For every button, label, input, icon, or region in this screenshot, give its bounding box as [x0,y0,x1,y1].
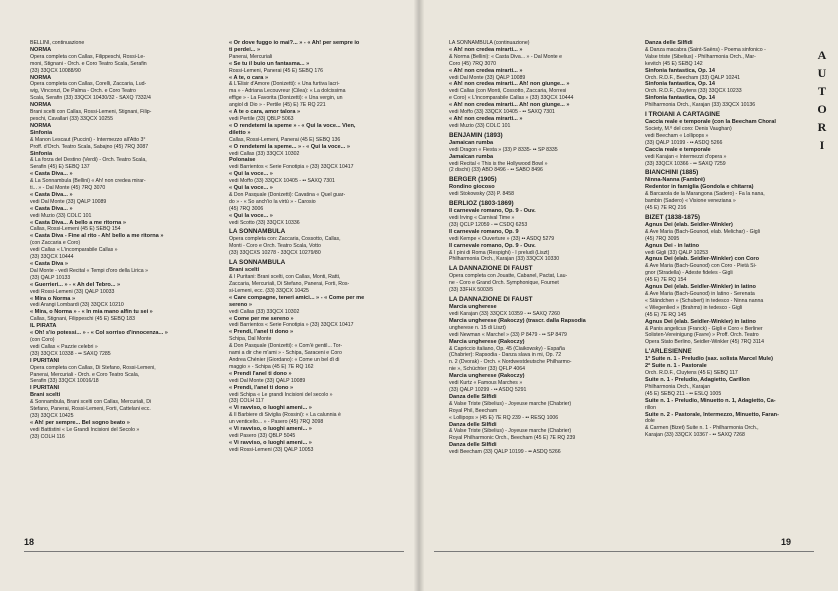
entry-line: ungherese n. 15 di Liszt) [449,324,506,331]
entry-line: Society, M.º del coro: Denis Vaughan) [645,125,732,132]
entry-line: (con Coro) [30,336,55,343]
entry-title: Sinfonia fantastica, Op. 14 [645,81,715,88]
entry-line: & I Puritani: Brani scelti, con Callas, Monti, Ratti, [229,274,341,281]
entry-line: & Valse Triste (Sibelius) - Joyeuse marche (Chabrier) [449,428,572,435]
entry-line: ne - Coro e Grand Orch. Symphonique, Fournet [449,280,559,287]
entry-title: Jamaican rumba [449,153,494,160]
entry-line: Schipa, Dal Monte [229,336,272,343]
entry-line: & Panis angelicus (Franck) - Gigli e Coro « Berliner [645,325,763,332]
entry-line: vedi Karajan (33) 33QCX 10359 - •• SAXQ 7260 [449,311,560,317]
entry-line: Callas, Rossi-Lemeni (45 E) SEBQ 154 [30,226,121,233]
entry-title: Suite n. 2 - Pastorale, Intermezzo, Minuetto, Faran- [645,411,779,418]
entry-line: vedi Callas (33) 33QCX 10302 [229,308,300,315]
side-tab-letter: T [817,84,826,98]
entry-title: Marcia ungherese [449,304,497,311]
entry-title: Danza delle Silfidi [449,421,497,428]
entry-line: Stefano, Panerai, Rossi-Lemeni, Forti, Cattelani ecc. [30,406,151,413]
left-page-column-1 [30,40,220,441]
entry-title: Agnus Dei (elab. Seidler-Winkler) in latino [645,318,756,325]
entry-title: 2ª Suite n. 1 - Pastorale [645,363,707,370]
entry-line: & La Sonnambula (Bellini) « Ah! non credea mirar- [30,178,146,185]
entry-line: (33) COLH 116 [30,433,65,440]
entry-line: bambin (Sadero) « Visione veneziana » [645,198,736,205]
entry-line: vedi Stokowsky (33) P. 8458 [449,191,515,198]
entry-line: nami a dir che m'ami » - Schipa, Saraceni e Coro [229,350,342,357]
entry-line: & Don Pasquale (Donizetti): « Com'è gentil... Tor- [229,343,343,350]
entry-line: vedi Irving « Carnival Time » [449,215,515,222]
right-page [419,0,838,591]
entry-line: angiol di Dio » - Pertile (45) E) 7E RQ 221 [229,102,326,109]
entry-title: « Prendi l'anel ti dono » [229,370,292,377]
entry-line: Serafin (45) E) SEBQ 137 [30,164,90,171]
entry-title: « Ah! non credea mirarti... Ah! non giunge... » [449,102,570,109]
entry-line: vedi Callas (33) 33QCX 10302 [229,150,300,157]
entry-line: Philharmonia Orch., Karajan [645,383,711,390]
entry-line: & La forza del Destino (Verdi) - Orch. Teatro Scala, [30,157,147,164]
right-footer-rule [434,551,814,552]
entry-title: « Guerrieri... » - « Ah del Tebro... » [30,281,121,288]
entry-title: sereno » [229,301,253,308]
section-heading: BERLIOZ (1803-1869) [449,200,514,208]
entry-line: (33) QALP 10199 - •• ASDQ 5266 [645,139,723,146]
entry-title: « O rendetemi la speme » - « Qui la voce... Vien, [229,122,356,129]
side-tab-letter: U [817,66,827,80]
entry-line: (2 dischi) (33) ABO 8496 - •• SABO 8496 [449,167,543,174]
entry-line: Brani scelti con Callas, Rossi-Lemeni, Stignani, Filip- [30,109,152,116]
entry-line: (33) 33QCX 10338 - •• SAXQ 7285 [30,350,111,357]
section-heading: LA SONNAMBULA [229,259,286,267]
entry-line: & Sonnambula, Brani scelti con Callas, Mercuriali, Di [30,399,152,406]
entry-title: « Prendi, l'anel ti dono » [229,384,294,391]
entry-line: (33) COLH 117 [229,398,264,405]
entry-line: vedi Dal Monte (33) QALP 10089 [229,377,306,384]
entry-title: Agnus Dei (elab. Seidler-Winkler) con Coro [645,256,760,263]
entry-line: dole [645,418,655,425]
entry-line: vedi Pertile (33) QBLP 5063 [229,115,294,122]
entry-title: « Mira, o Norma » - « In mia mano alfin tu sei » [30,309,153,316]
entry-line: LA SONNAMBULA (continuazione) [449,40,530,46]
entry-line: vedi Kurtz « Famous Marches » [449,380,523,387]
entry-line: (33) QALP 10299 - •• ASDQ 5291 [449,386,527,393]
entry-line: vedi Battistini « Le Grandi Incisioni del Secolo » [30,426,140,433]
entry-line: (33) QALP 10133 [30,274,71,281]
side-tab-letter: O [817,102,827,116]
entry-line: (45) 7RQ 3006 [229,205,264,212]
entry-title: Marcia ungherese (Rakoczy) [449,373,525,380]
entry-title: I PURITANI [30,385,60,392]
entry-line: vedi Schipa « Le grandi Incisioni del secolo » [229,391,333,398]
entry-line: vedi Moffo (33) 33QCX 10405 - •• SAXQ 7301 [449,109,555,116]
entry-title: « A te o cara, amor talora » [229,109,301,116]
section-heading: BIZET (1838-1875) [645,213,701,221]
entry-title: Sinfonia fantastica, Op. 14 [645,67,715,74]
section-heading: L'ARLESIENNE [645,348,692,356]
entry-title: Marcia ungherese (Rakoczy) (trascr. dalla Rapsodia [449,317,586,324]
entry-line: Royal Philharmonic Orch., Beecham (45 E) 7E RQ 239 [449,435,576,442]
entry-title: Il carnevale romano, Op. 9 [449,228,519,235]
left-page-number: 18 [24,537,35,547]
entry-line: & Il Barbiere di Siviglia (Rossini): « La calunnia è [229,412,341,419]
entry-title: « Ah! non credea mirarti... » [449,67,523,74]
section-heading: LA SONNAMBULA [229,228,286,236]
entry-line: « Lollipops » (45 E) 7E RQ 239 - •• RESQ 1006 [449,414,559,421]
entry-line: Orch. R.D.F., Cluytens (45 E) SEBQ 117 [645,370,738,377]
entry-title: Rondino giocoso [449,184,495,191]
entry-line: Proff. d'Orch. Teatro Scala, Sabajno (45) 7RQ 3087 [30,143,149,150]
entry-title: Danza delle Silfidi [449,442,497,449]
entry-line: Opera completa con Callas, Filippeschi, Rossi-Le- [30,53,146,60]
entry-title: 1ª Suite n. 1 - Preludio (sax. solista Marcel Mule) [645,356,773,363]
entry-line: (Chabrier): Rapsodia - Danza slava in mi, Op. 72 [449,352,562,359]
entry-title: Il carnevale romano, Op. 9 - Ouv. [449,208,536,215]
entry-line: vedi Dal Monte (33) QALP 10089 [30,198,107,205]
entry-line: & Don Pasquale (Donizetti): Cavatina « Quel guar- [229,191,346,198]
entry-line: (33) 33QCX 10425 [30,412,74,419]
side-tab-autori [812,46,832,154]
entry-line: vedi Karajan « Intermezzi d'opera » [645,153,727,160]
entry-line: (45) 7RQ 3095 [645,235,680,242]
entry-line: (45 E) SEBQ 211 - •• ESLQ 1005 [645,390,722,397]
entry-line: vedi Barrientos « Serie Fonotipia » (33) 33QCX 10417 [229,164,354,171]
entry-line: (con Zaccaria e Coro) [30,240,81,247]
entry-title: NORMA [30,46,52,53]
side-tab-letter: R [817,120,827,134]
entry-title: IL PIRATA [30,323,57,330]
entry-title: « Come per me sereno » [229,315,294,322]
right-page-number: 19 [781,537,792,547]
entry-title: « Ah! non credea mirarti... » [449,115,523,122]
entry-line: (33) 33QCX 10366 - •• SAXQ 7259 [645,160,726,167]
entry-line: vedi Muzio (33) COLC 101 [30,212,92,219]
entry-line: (33) 33QCX 10088/90 [30,67,81,74]
entry-title: NORMA [30,122,52,129]
book-gutter [414,0,424,591]
entry-line: gnor (Stradella) - Adeste fideles - Gigli [645,270,733,277]
entry-line: vedi Pasero (33) QBLP 5045 [229,432,296,439]
entry-line: peschi, Cavallari (33) 33QCX 10255 [30,115,114,122]
entry-line: (45 E) 7E RQ 216 [645,205,687,212]
entry-line: vedi Beecham (33) QALP 10199 - •• ASDQ 5266 [449,449,561,456]
side-tab-letter: I [819,138,825,152]
entry-title: Suite n. 1 - Preludio, Minuetto n. 1, Adagietto, Ca- [645,397,776,404]
entry-line: Opera Stato Berlino, Seidler-Winkler (45) 7RQ 3114 [645,339,764,346]
entry-title: « Casta Diva » [30,261,68,267]
entry-line: Panerai, Mercuriali - Orch. e Coro Teatro Scala, [30,371,140,378]
entry-line: n. 2 (Dvorak) - Orch. « Nordwestdeutsche Philharmo- [449,359,572,366]
entry-title: Caccia reale e temporale (con la Beecham Choral [645,119,776,126]
entry-line: Andrea Chénier (Giordano): « Come un bel dì di [229,356,340,363]
entry-title: Jamaican rumba [449,139,494,146]
entry-title: « O rendetemi la speme... » - « Qui la voce... » [229,143,350,150]
entry-title: Sinfonia fantastica, Op. 14 [645,95,715,102]
entry-line: Dal Monte - vedi Recital « Tempi d'oro della Lirica » [30,267,148,274]
entry-line: Scala, Serafin (33) 33QCX 10430/32 - SAXQ 7332/4 [30,95,151,102]
entry-title: « Ah! non credea mirarti... » [449,46,523,53]
side-tab-letter: A [817,48,827,62]
entry-line: BELLINI, continuazione [30,40,85,46]
entry-line: & L'Elisir d'Amore (Donizetti): « Una furtiva lacri- [229,81,340,88]
entry-line: & Capriccio italiano, Op. 45 (Ciaikowsky) - España [449,345,565,352]
entry-line: (45 E) 7E RQ 145 [645,311,687,318]
entry-line: Opera completa con Jouatte, Cabanel, Pactat, Lau- [449,273,568,280]
entry-line: ti... » - Dal Monte (45) 7RQ 3070 [30,185,106,192]
entry-line: Orch. R.D.F., Cluytens (33) 33QCX 10233 [645,88,742,95]
entry-title: « Prendi, l'anel ti dono » [229,329,294,336]
entry-title: Il carnevale romano, Op. 9 - Ouv. [449,242,536,249]
left-page-column-2 [229,40,419,454]
entry-line: Philharmonia Orch., Karajan (33) 33QCX 10136 [645,102,756,109]
entry-title: Sinfonia [30,129,53,136]
section-heading: BERGER (1905) [449,176,497,184]
entry-title: ti perdei... » [229,46,261,53]
entry-title: NORMA [30,74,52,81]
entry-title: « Vi ravviso, o luoghi ameni... » [229,405,312,412]
entry-line: Valse triste (Sibelius) - Philharmonia Orch., Mar- [645,53,756,60]
section-heading: LA DANNAZIONE DI FAUST [449,265,533,273]
entry-title: Ninna-Nanna (Fambré) [645,177,705,184]
section-heading: BENJAMIN (1893) [449,131,503,139]
entry-line: un venticello... » - Pasero (45) 7RQ 3098 [229,419,324,426]
entry-line: Opera completa con Callas, Corelli, Zaccaria, Lud- [30,81,147,88]
entry-line: & Norma (Bellini): « Casta Diva... » - Dal Monte e [449,53,563,60]
entry-line: ma » - Adriana Lecouvreur (Cilea): « La dolcissima [229,88,346,95]
entry-line: Callas, Stignani, Filippeschi (45 E) SEBQ 183 [30,316,135,323]
entry-line: & Ave Maria (Bach-Gounod, elab. Melichar) - Gigli [645,228,760,235]
entry-line: Monti - Coro e Orch. Teatro Scala, Votto [229,243,321,250]
section-heading: I TROIANI A CARTAGINE [645,111,721,119]
entry-title: « Care compagne, teneri amici... » - « Come per me [229,294,365,301]
entry-line: Panerai, Mercuriali [229,53,273,60]
right-page-column-1 [449,40,639,456]
entry-title: « Or dove fuggo io mai?... » - « Ah! per sempre io [229,40,360,46]
entry-title: « Casta Diva... A bello a me ritorna » [30,219,126,226]
entry-title: « Se tu il buio un fantasma... » [229,60,310,67]
entry-title: Marcia ungherese (Rakoczy) [449,338,525,345]
entry-line: vedi Arangi Lombardi (33) 33QCX 10210 [30,302,124,309]
entry-line: « Wiegenlied » (Brahms) in tedesco - Gigli [645,304,743,311]
entry-line: rillon [645,404,656,411]
entry-line: & Barcarola de la Marangona (Sadero) - Fa la nana, [645,191,765,198]
entry-line: & Manon Lescaut (Puccini) - Intermezzo all'Atto 3° [30,136,146,143]
entry-line: maggio » - Schipa (45 E) 7E RQ 162 [229,363,314,370]
entry-title: Suite n. 1 - Preludio, Adagietto, Carillon [645,376,750,383]
entry-line: vedi Scotto (33) 33QCX 10336 [229,219,300,226]
section-heading: BIANCHINI (1885) [645,169,699,177]
entry-line: Orch. R.D.F., Beecham (33) QALP 10241 [645,74,741,81]
entry-line: Karajan (33) 33QCX 10367 - •• SAXQ 7268 [645,432,745,439]
entry-title: « Ah! per sempre... Bel sogno beato » [30,419,130,426]
entry-line: vedi Barrientos « Serie Fonotipia » (33) 33QCX 10417 [229,322,354,329]
entry-title: I PURITANI [30,357,60,364]
entry-title: Agnus Dei (elab. Seidler-Winkler) [645,221,733,228]
right-page-column-2 [645,40,835,439]
entry-line: « Ständchen » (Schubert) in tedesco - Ninna nanna [645,297,764,304]
entry-title: Danza delle Silfidi [645,40,693,46]
entry-line: Coro (45) 7RQ 3070 [449,60,496,67]
entry-line: vedi Kempe « Ouverture » (33) •• ASDQ 5279 [449,235,555,242]
entry-line: (33) 33FHX 5003/5 [449,287,494,294]
entry-title: Agnus Dei - in latino [645,242,700,249]
entry-line: vedi Callas « Pazzie celebri » [30,343,98,350]
entry-title: « Vi ravviso, o luoghi ameni... » [229,439,312,446]
entry-line: & Ave Maria (Bach-Gounod) con Coro - Pietà Si- [645,263,757,270]
entry-line: Serafin (33) 33QCX 10016/18 [30,378,99,385]
entry-line: vedi Dal Monte (33) QALP 10089 [449,74,526,81]
entry-line: vedi Newman « Marchel » (33) P 8479 - •• SP 8479 [449,331,567,338]
entry-title: « Qui la voce... » [229,185,273,192]
entry-title: « Casta Diva... » [30,171,73,178]
entry-line: vedi Rossi-Lemeni (33) QALP 10033 [30,288,115,295]
entry-line: Solisten-Vereinigung (Favre) » Proff. Orch. Teatro [645,332,759,339]
entry-line: Callas, Rossi-Lemeni, Panerai (45 E) SEBQ 136 [229,136,341,143]
entry-line: & I pini di Roma (Respighi) - I preludi (Liszt) [449,249,550,256]
entry-line: si-Lemeni, ecc. (33) 33QCX 10425 [229,287,309,294]
entry-line: Opera completa con Callas, Di Stefano, Rossi-Lemeni, [30,364,156,371]
entry-line: vedi Muzio (33) COLC 101 [449,122,511,129]
entry-line: moni, Stignani - Orch. e Coro Teatro Scala, Serafin [30,60,147,67]
entry-line: nie », Schüchter (33) QFLP 4064 [449,366,526,373]
entry-line: vedi Recital « This is the Hollywood Bowl » [449,160,548,167]
entry-title: « Qui la voce... » [229,171,273,178]
entry-line: Philharmonia Orch., Karajan (33) 33QCX 10330 [449,256,560,263]
entry-line: & Danza macabra (Saint-Saëns) - Poema sinfonico - [645,46,766,53]
entry-title: « Ah! non credea mirarti... Ah! non giunge... » [449,81,570,88]
entry-line: Zaccaria, Mercuriali, Di Stefano, Panerai, Forti, Ros- [229,281,350,287]
entry-line: (33) 33QCX 10444 [30,254,74,261]
entry-line: (33) 33QCXS 10278 - 33QCX 10279/80 [229,250,321,257]
entry-line: Opera completa con: Zaccaria, Cossotto, Callas, [229,236,341,243]
entry-line: vedi Rossi-Lemeni (33) QALP 10053 [229,446,314,453]
entry-line: Royal Phil, Beecham [449,407,498,414]
entry-line: do » - « So anch'io la virtù » - Carosio [229,198,316,205]
entry-title: Polonaise [229,157,256,164]
entry-title: « A te, o cara » [229,74,269,81]
entry-title: Brani scelti [229,267,260,274]
entry-title: Redentor in famiglia (Gondola e chitarra) [645,184,754,191]
entry-line: & Carmen (Bizet) Suite n. 1 - Philharmonia Orch., [645,425,759,432]
entry-title: « Casta Diva... » [30,191,73,198]
entry-line: kevitch (45 E) SEBQ 142 [645,60,703,67]
entry-title: « Mira o Norma » [30,295,76,302]
entry-title: « Casta Diva... » [30,205,73,212]
entry-line: vedi Moffo (33) 33QCX 10405 - •• SAXQ 7301 [229,178,335,185]
entry-title: Agnus Dei (elab. Seidler-Winkler) in latino [645,284,756,291]
entry-line: vedi Beecham « Lollipops » [645,132,709,139]
section-heading: LA DANNAZIONE DI FAUST [449,296,533,304]
entry-title: « Casta Diva - Fine al rito - Ah! bello a me ritorna » [30,233,164,240]
entry-line: (45 E) 7E RQ 154 [645,277,687,284]
entry-line: & Valse Triste (Sibelius) - Joyeuse marche (Chabrier) [449,400,572,407]
entry-line: (33) QCLP 12059 - •• CSDQ 6253 [449,221,528,228]
entry-line: Rossi-Lemeni, Panerai (45 E) SEBQ 176 [229,67,323,74]
entry-line: e Coro) « L'incomparabile Callas » (33) 33QCX 10444 [449,95,574,102]
entry-line: vedi Gigli (33) QALP 10253 [645,249,709,256]
entry-title: Danza delle Silfidi [449,393,497,400]
entry-line: wig, Vinconzi, De Palma - Orch. e Coro Teatro [30,88,136,95]
entry-title: Caccia reale e temporale [645,146,711,153]
left-footer-rule [24,551,404,552]
entry-line: vedi Callas « L'incomparabile Callas » [30,247,118,254]
entry-title: diletto » [229,129,251,136]
entry-line: vedi Callas (con Monti, Cossotto, Zaccaria, Morresi [449,88,567,95]
entry-title: « Qui la voce... » [229,212,273,219]
entry-line: effige » - La Favorita (Donizetti): « Una vergin, un [229,95,343,102]
entry-title: Brani scelti [30,392,61,399]
entry-title: « Vi ravviso, o luoghi ameni... » [229,426,312,433]
entry-line: & Ave Maria (Bach-Gounod) in latino - Serenata [645,291,755,297]
entry-title: NORMA [30,102,52,109]
entry-line: vedi Dragon « Fiesta » (33) P 8335- •• SP 8335 [449,146,558,153]
entry-title: Sinfonia [30,150,53,157]
entry-title: « Oh! s'io potessi... » - « Col sorriso d'innocenza... » [30,330,168,337]
